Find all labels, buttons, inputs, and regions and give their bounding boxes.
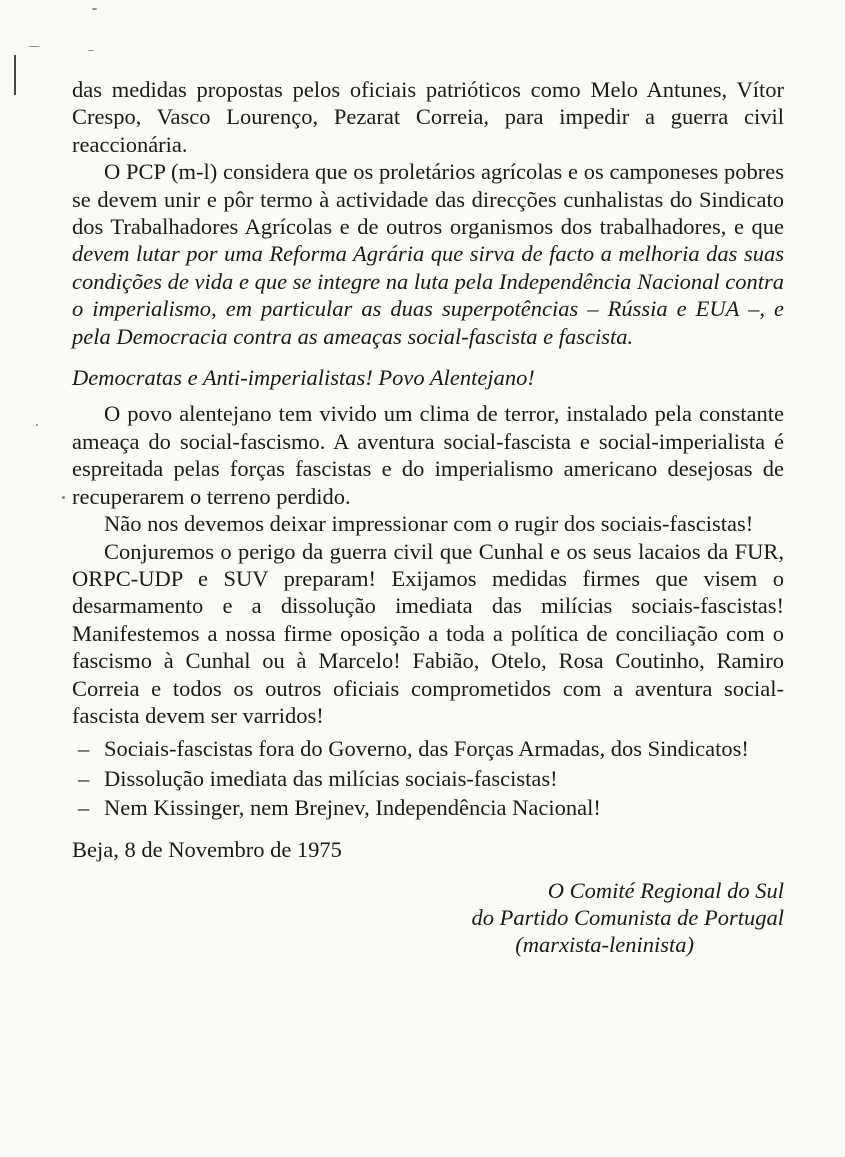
signature-line-ideology: (marxista-leninista) bbox=[515, 931, 694, 957]
paragraph-pcp-italic: devem lutar por uma Reforma Agrária que sirva de facto a melhoria das suas condições de vida e que se integre na luta pela Independência Nacional contra o imperialismo, em particular as duas superpotências – Rússia e EUA –, e pela Democracia contra as ameaças social-fascista e fascista. bbox=[72, 241, 784, 349]
slogan-dash: – bbox=[78, 736, 90, 762]
paragraph-pcp-position bbox=[72, 158, 784, 350]
scan-speck bbox=[28, 46, 40, 47]
signature-line-party: do Partido Comunista de Portugal bbox=[471, 904, 784, 930]
scan-speck bbox=[36, 424, 38, 426]
slogan-list bbox=[72, 735, 784, 821]
slogan-item bbox=[72, 765, 784, 792]
signature-block bbox=[72, 877, 784, 958]
binding-mark bbox=[14, 55, 16, 95]
slogan-item bbox=[72, 794, 784, 821]
scan-speck bbox=[88, 50, 94, 51]
slogan-text: Sociais-fascistas fora do Governo, das Forças Armadas, dos Sindicatos! bbox=[104, 736, 749, 762]
document-body bbox=[72, 76, 784, 958]
scan-speck bbox=[92, 8, 97, 10]
subheading-appeal: Democratas e Anti-imperialistas! Povo Alentejano! bbox=[72, 365, 535, 391]
slogan-text: Dissolução imediata das milícias sociais-fascistas! bbox=[104, 765, 558, 791]
paragraph-pcp-plain: O PCP (m-l) considera que os proletários agrícolas e os camponeses pobres se devem unir e pôr termo à actividade das direcções cunhalistas do Sindicato dos Trabalhadores Agrícolas e de outros organismos dos trabalhadores, e que bbox=[72, 159, 784, 240]
paragraph-terror: O povo alentejano tem vivido um clima de terror, instalado pela constante ameaça do social-fascismo. A aventura social-fascista e social-imperialista é espreitada pelas forças fascistas e do imperialismo americano desejosas de recuperarem o terreno perdido. bbox=[72, 401, 784, 509]
paragraph-not-impressed: Não nos devemos deixar impressionar com o rugir dos sociais-fascistas! bbox=[104, 511, 754, 537]
signature-line-committee: O Comité Regional do Sul bbox=[547, 877, 784, 903]
paragraph-officers: das medidas propostas pelos oficiais patrióticos como Melo Antunes, Vítor Crespo, Vasco Lourenço, Pezarat Correia, para impedir a guerra civil reaccionária. bbox=[72, 77, 784, 157]
slogan-text: Nem Kissinger, nem Brejnev, Independência Nacional! bbox=[104, 795, 601, 821]
scan-speck bbox=[62, 496, 65, 499]
place-date: Beja, 8 de Novembro de 1975 bbox=[72, 836, 342, 862]
slogan-dash: – bbox=[78, 795, 90, 821]
paragraph-conjure: Conjuremos o perigo da guerra civil que Cunhal e os seus lacaios da FUR, ORPC-UDP e SUV preparam! Exijamos medidas firmes que visem o desarmamento e a dissolução imediata das milícias sociais-fascistas! Manifestemos a nossa firme oposição a toda a política de conciliação com o fascismo à Cunhal ou à Marcelo! Fabião, Otelo, Rosa Coutinho, Ramiro Correia e todos os outros oficiais comprometidos com a aventura social-fascista devem ser varridos! bbox=[72, 538, 784, 728]
slogan-dash: – bbox=[78, 765, 90, 791]
slogan-item bbox=[72, 735, 784, 762]
